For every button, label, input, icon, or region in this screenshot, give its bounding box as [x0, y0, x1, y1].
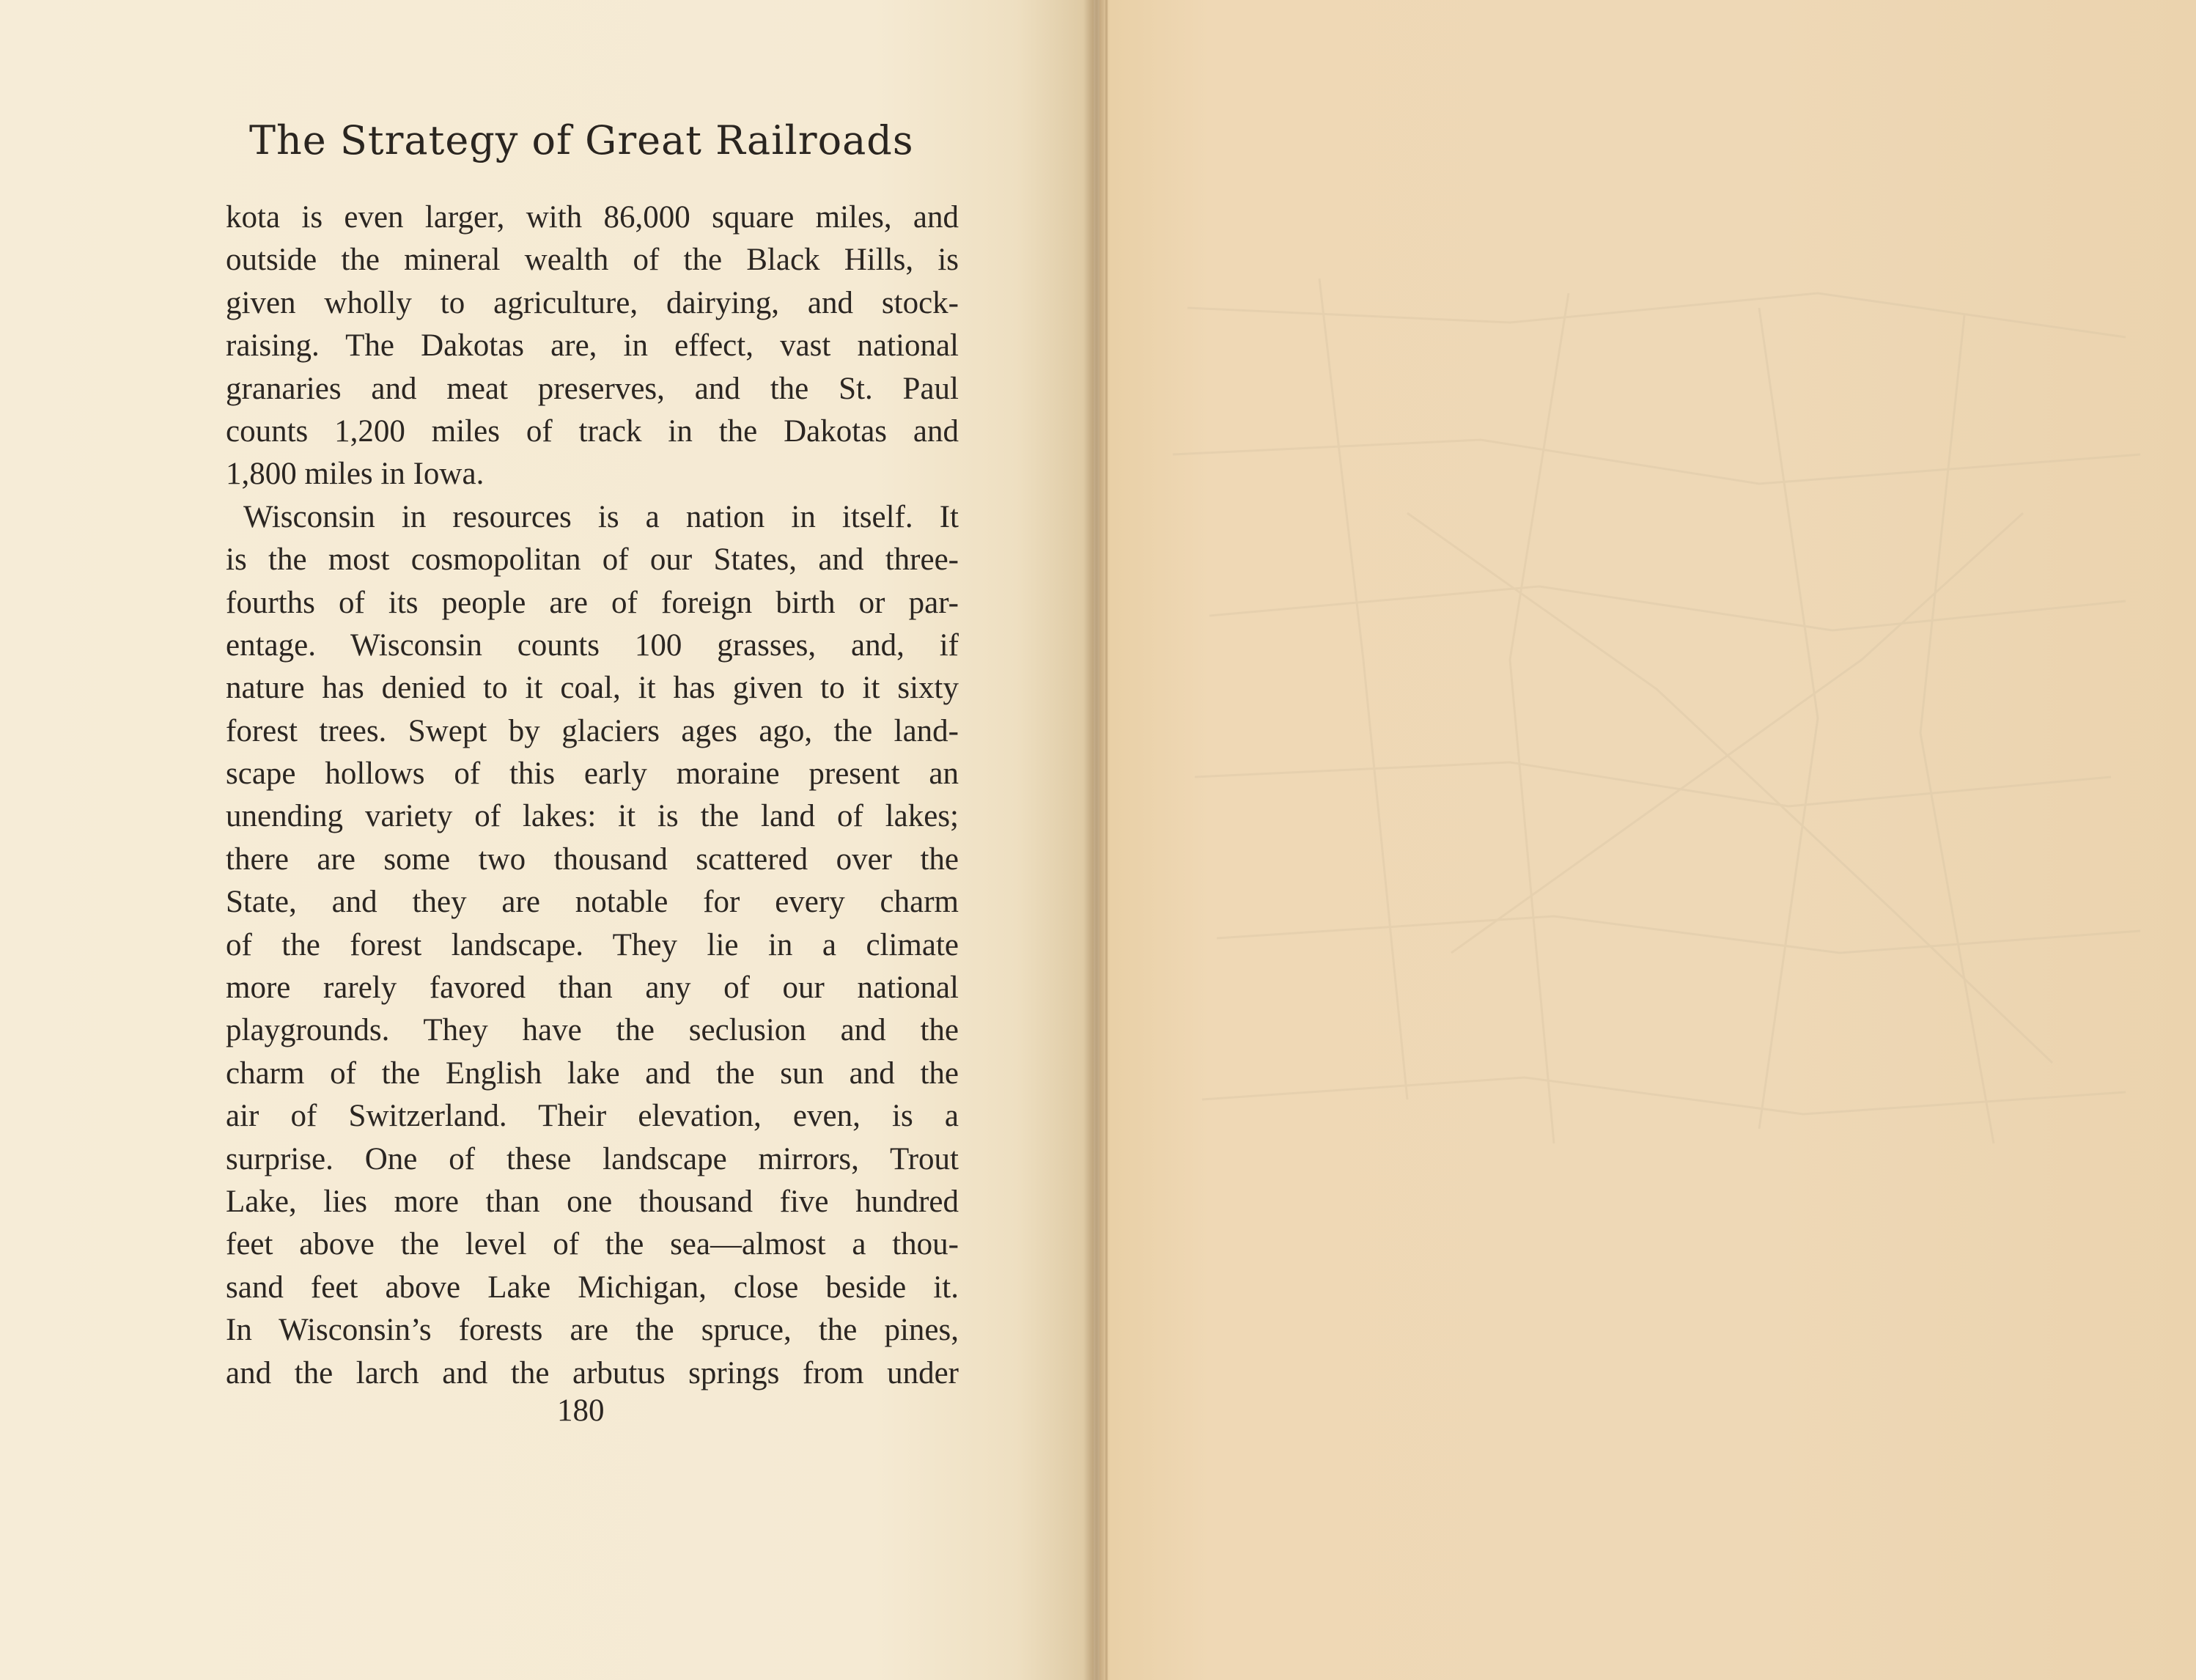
body-text — [226, 196, 959, 1395]
text-line: sand feet above Lake Michigan, close beside it. — [226, 1270, 959, 1305]
text-line: charm of the English lake and the sun and the — [226, 1055, 959, 1091]
text-line: Wisconsin in resources is a nation in itself. It — [243, 499, 959, 534]
text-line: given wholly to agriculture, dairying, and stock- — [226, 285, 959, 320]
left-page — [0, 0, 1094, 1680]
text-line: nature has denied to it coal, it has given to it sixty — [226, 671, 959, 706]
text-line: scape hollows of this early moraine present an — [226, 756, 959, 792]
text-line: unending variety of lakes: it is the land of lakes; — [226, 799, 959, 834]
text-line: more rarely favored than any of our national — [226, 970, 959, 1006]
text-line: kota is even larger, with 86,000 square miles, and — [226, 200, 959, 235]
text-line: air of Switzerland. Their elevation, even, is a — [226, 1099, 959, 1134]
text-line: surprise. One of these landscape mirrors, Trout — [226, 1141, 959, 1176]
text-line: 1,800 miles in Iowa. — [226, 457, 484, 492]
text-line: there are some two thousand scattered over the — [226, 841, 959, 877]
text-line: raising. The Dakotas are, in effect, vast national — [226, 328, 959, 364]
text-line: fourths of its people are of foreign birth or par- — [226, 585, 959, 620]
running-header: The Strategy of Great Railroads — [249, 117, 914, 163]
text-line: In Wisconsin’s forests are the spruce, the pines, — [226, 1313, 959, 1348]
text-line: counts 1,200 miles of track in the Dakotas and — [226, 413, 959, 449]
text-line: playgrounds. They have the seclusion and the — [226, 1013, 959, 1048]
text-line: outside the mineral wealth of the Black Hills, is — [226, 243, 959, 278]
text-line: and the larch and the arbutus springs from under — [226, 1355, 959, 1390]
text-line: is the most cosmopolitan of our States, and three- — [226, 542, 959, 578]
text-line: forest trees. Swept by glaciers ages ago, the land- — [226, 713, 959, 748]
text-line: entage. Wisconsin counts 100 grasses, and, if — [226, 627, 959, 663]
text-line: State, and they are notable for every charm — [226, 885, 959, 920]
right-page-edge — [1105, 0, 1108, 1680]
show-through-map-icon — [1099, 0, 2196, 1680]
text-line: feet above the level of the sea—almost a thou- — [226, 1227, 959, 1262]
text-line: granaries and meat preserves, and the St. Paul — [226, 371, 959, 406]
text-line: of the forest landscape. They lie in a climate — [226, 927, 959, 962]
text-line: Lake, lies more than one thousand five hundred — [226, 1184, 959, 1219]
page-number: 180 — [557, 1393, 605, 1428]
